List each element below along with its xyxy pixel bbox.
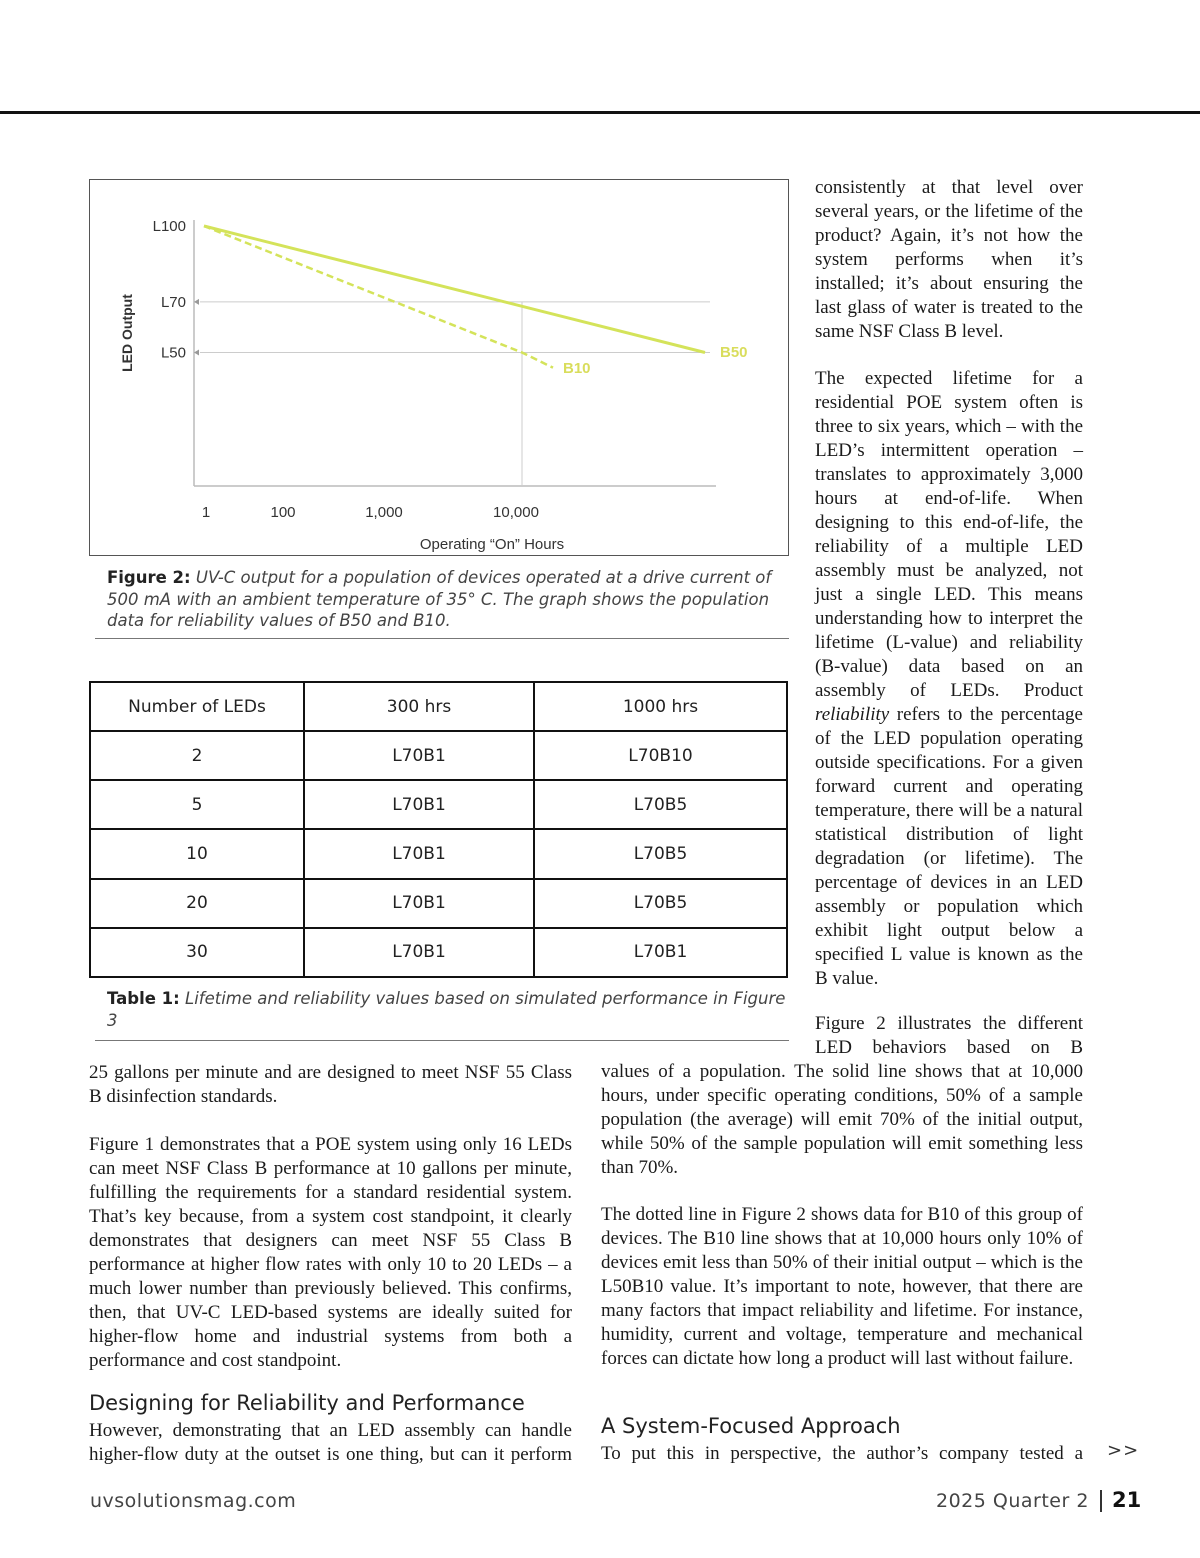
table-cell: L70B5: [534, 829, 787, 878]
mid-col-paragraph-3: To put this in perspective, the author’s company tested a: [601, 1443, 1083, 1464]
table-cell: L70B1: [304, 780, 534, 829]
table-caption: [107, 988, 787, 1031]
right-col-paragraph-1: consistently at that level over several years, or the lifetime of the product? Again, it’s not how the system performs when it’s installed; it’s about ensuring the last glass of water is treated to the same NSF Class B level.: [815, 177, 1083, 342]
y-tick-label: L100: [152, 218, 186, 235]
table-caption-text: Lifetime and reliability values based on simulated performance in Figure 3: [107, 989, 786, 1030]
left-col-paragraph-2: Figure 1 demonstrates that a POE system using only 16 LEDs can meet NSF Class B performance at 10 gallons per minute, fulfilling the requirements for a standard residential system. That’s key because, from a system cost standpoint, it clearly demonstrates that designers can meet NSF 55 Class B performance at higher flow rates with only 10 to 20 LEDs – a much lower number than previously believed. This confirms, then, that UV-C LED-based systems are ideally suited for higher-flow home and industrial systems from both a performance and cost standpoint.: [89, 1134, 572, 1371]
top-rule: [0, 111, 1200, 114]
table-cell: L70B5: [534, 780, 787, 829]
mid-col-paragraph-2: The dotted line in Figure 2 shows data for B10 of this group of devices. The B10 line shows that at 10,000 hours only 10% of devices emit less than 50% of their initial output – which is the L50B10 value. It’s important to note, however, that there are many factors that impact reliability and lifetime. For instance, humidity, current and voltage, temperature and mechanical forces can dictate how long a product will last without failure.: [601, 1204, 1083, 1369]
table-header-row: [90, 682, 787, 731]
x-tick-label: 100: [270, 504, 296, 521]
figure-caption-rule: [95, 638, 789, 639]
x-tick-label: 1: [201, 504, 211, 521]
table-cell: L70B1: [304, 928, 534, 977]
table-caption-rule: [95, 1040, 789, 1041]
continue-marker: >>: [1107, 1440, 1140, 1461]
x-tick-label: 1,000: [365, 504, 403, 521]
x-tick-label: 10,000: [493, 504, 539, 521]
table-row: [90, 829, 787, 878]
table-cell: 2: [90, 731, 304, 780]
figure-caption: [107, 567, 787, 632]
table-row: [90, 928, 787, 977]
series-label-b10: B10: [563, 360, 591, 377]
table-header: 1000 hrs: [534, 682, 787, 731]
chart-svg: [90, 180, 790, 557]
table-cell: L70B10: [534, 731, 787, 780]
section-heading-reliability: Designing for Reliability and Performance: [89, 1391, 525, 1415]
page-number: 21: [1112, 1488, 1142, 1512]
table-cell: L70B1: [304, 879, 534, 928]
table-cell: 5: [90, 780, 304, 829]
led-table: [89, 681, 788, 978]
table-cell: 10: [90, 829, 304, 878]
figure-caption-text: UV-C output for a population of devices operated at a drive current of 500 mA with an ambient temperature of 35° C. The graph shows the population data for reliability values of B50 and B10.: [107, 568, 772, 630]
mid-col-paragraph-1: values of a population. The solid line shows that at 10,000 hours, under specific operating conditions, 50% of a sample population (the average) will emit 70% of the initial output, while 50% of the sample population will emit something less than 70%.: [601, 1061, 1083, 1178]
section-heading-system: A System-Focused Approach: [601, 1414, 901, 1438]
text-run: The expected lifetime for a residential POE system often is three to six years, which – with the LED’s intermittent operation – translates to approximately 3,000 hours at end-of-life. When designing to this end-of-life, the reliability of a multiple LED assembly must be analyzed, not just a single LED. This means understanding how to interpret the lifetime (L-value) and reliability (B-value) data based on an assembly of LEDs. Product: [815, 368, 1083, 701]
table-cell: L70B1: [534, 928, 787, 977]
text-run: refers to the percentage of the LED population operating outside specifications. For a given forward current and operating temperature, there will be a natural statistical distribution of light degradation (or lifetime). The percentage of devices in an LED assembly or population which exhibit light output below a specified L value is known as the B value.: [815, 704, 1083, 989]
table-caption-lead: Table 1:: [107, 989, 180, 1008]
right-col-paragraph-3: Figure 2 illustrates the different LED behaviors based on B: [815, 1013, 1083, 1058]
table-header: 300 hrs: [304, 682, 534, 731]
footer-issue: 2025 Quarter 2: [936, 1490, 1089, 1512]
table-header: Number of LEDs: [90, 682, 304, 731]
table-row: [90, 731, 787, 780]
series-line-b10: [204, 226, 553, 368]
table-cell: 30: [90, 928, 304, 977]
table-cell: 20: [90, 879, 304, 928]
footer-separator: [1100, 1490, 1102, 1512]
y-tick-label: L50: [160, 344, 186, 362]
y-axis-label: LED Output: [119, 294, 135, 372]
figure-2-chart: [89, 179, 789, 556]
left-col-paragraph-1: 25 gallons per minute and are designed to meet NSF 55 Class B disinfection standards.: [89, 1062, 572, 1107]
table-cell: L70B5: [534, 879, 787, 928]
table-cell: L70B1: [304, 829, 534, 878]
table-row: [90, 879, 787, 928]
table-cell: L70B1: [304, 731, 534, 780]
figure-caption-lead: Figure 2:: [107, 568, 191, 587]
series-label-b50: B50: [720, 344, 748, 361]
footer-site: uvsolutionsmag.com: [90, 1490, 297, 1512]
series-line-b50: [204, 226, 705, 353]
y-tick-label: L70: [160, 293, 186, 311]
right-col-paragraph-2: [815, 367, 1083, 991]
table-row: [90, 780, 787, 829]
x-axis-label: Operating “On” Hours: [419, 536, 565, 553]
left-col-paragraph-3: However, demonstrating that an LED assembly can handle higher-flow duty at the outset is one thing, but can it perform: [89, 1420, 572, 1465]
text-run-italic: reliability: [815, 704, 890, 725]
